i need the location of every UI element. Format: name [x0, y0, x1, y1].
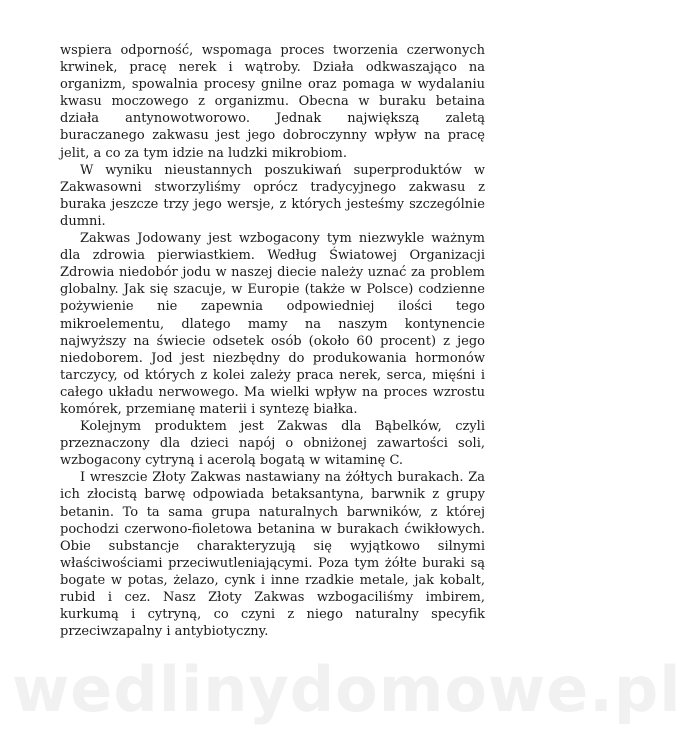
paragraph-golden-sourdough: I wreszcie Złoty Zakwas nastawiany na żółtych burakach. Za ich złocistą barwę odpowiada betaksantyna, barwnik z grupy betanin. To ta sama grupa naturalnych barwników, z której pochodzi czerwono-fioletowa betanina w burakach ćwikłowych. Obie substancje charakteryzują się wyjątkowo silnymi właściwościami przeciwutleniającymi. Poza tym żółte buraki są bogate w potas, żelazo, cynk i inne rzadkie metale, jak kobalt, rubid i cez. Nasz Złoty Zakwas wzbogaciliśmy imbirem, kurkumą i cytryną, co czyni z niego naturalny specyfik przeciwzapalny i antybiotyczny.	[60, 470, 485, 640]
paragraph-continuation: wspiera odporność, wspomaga proces tworzenia czerwonych krwinek, pracę nerek i wątroby. Działa odkwaszająco na organizm, spowalnia procesy gnilne oraz pomaga w wydalaniu kwasu moczowego z organizmu. Obecna w buraku betaina działa antynowotworowo. Jednak największą zaletą buraczanego zakwasu jest jego dobroczynny wpływ na pracę jelit, a co za tym idzie na ludzki mikrobiom.	[60, 43, 485, 161]
paragraph-superproducts: W wyniku nieustannych poszukiwań superproduktów w Zakwasowni stworzyliśmy oprócz tradycyjnego zakwasu z buraka jeszcze trzy jego wersje, z których jesteśmy szczególnie dumni.	[60, 162, 485, 229]
body-text	[60, 42, 485, 640]
watermark: wedlinydomowe.pl	[12, 653, 681, 726]
paragraph-iodized-sourdough: Zakwas Jodowany jest wzbogacony tym niezwykle ważnym dla zdrowia pierwiastkiem. Według Światowej Organizacji Zdrowia niedobór jodu w naszej diecie należy uznać za problem globalny. Jak się szacuje, w Europie (także w Polsce) codzienne pożywienie nie zapewnia odpowiedniej ilości tego mikroelementu, dlatego mamy na naszym kontynencie najwyższy na świecie odsetek osób (około 60 procent) z jego niedoborem. Jod jest niezbędny do produkowania hormonów tarczycy, od których z kolei zależy praca nerek, serca, mięśni i całego układu nerwowego. Ma wielki wpływ na proces wzrostu komórek, przemianę materii i syntezę białka.	[60, 231, 485, 417]
paragraph-kids-sourdough: Kolejnym produktem jest Zakwas dla Bąbelków, czyli przeznaczony dla dzieci napój o obniżonej zawartości soli, wzbogacony cytryną i acerolą bogatą w witaminę C.	[60, 419, 485, 469]
